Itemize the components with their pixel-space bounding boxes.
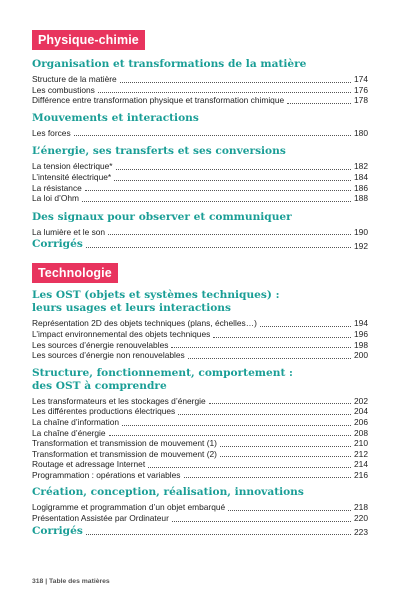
part-technologie [32,263,368,537]
toc-entry[interactable] [32,428,368,439]
corriges-entry[interactable] [32,238,368,251]
entry-title: Programmation : opérations et variables [32,469,181,480]
entry-page: 176 [354,84,368,95]
leader-dots [116,168,351,170]
entry-page: 194 [354,318,368,329]
entry-title: La chaîne d’information [32,416,120,427]
section-title-line-1: Les OST (objets et systèmes techniques) : [32,289,280,302]
leader-dots [108,233,351,235]
toc-entry[interactable] [32,128,368,139]
leader-dots [228,509,351,511]
toc-entry[interactable] [32,470,368,481]
entry-title: Les sources d’énergie renouvelables [32,339,169,350]
page-footer: 318 | Table des matières [32,578,110,585]
leader-dots [120,81,351,83]
toc-entry[interactable] [32,85,368,96]
section-title: Organisation et transformations de la matière [32,58,307,70]
entry-page: 198 [354,339,368,350]
entry-title: L’impact environnemental des objets techniques [32,328,211,339]
part-badge: Physique-chimie [32,30,145,50]
section-title: L’énergie, ses transferts et ses conversions [32,145,286,158]
entry-page: 188 [354,193,368,204]
entry-title: L’intensité électrique* [32,171,112,182]
entry-title: Transformation et transmission de mouvement (1) [32,438,217,449]
entry-title: Routage et adressage Internet [32,459,146,470]
leader-dots [260,325,351,327]
entry-page: 208 [354,427,368,438]
section-title: Création, conception, réalisation, innovations [32,486,304,499]
entry-title: La chaîne d’énergie [32,427,106,438]
entry-title: La résistance [32,182,82,193]
leader-dots [86,533,351,535]
entry-page: 196 [354,328,368,339]
toc-entry[interactable] [32,329,368,340]
leader-dots [172,520,351,522]
toc-section [32,112,368,139]
section-title: Mouvements et interactions [32,111,199,124]
leader-dots [178,413,351,415]
toc-entry[interactable] [32,438,368,449]
entry-title: Les transformateurs et les stockages d’énergie [32,395,206,406]
toc-entry[interactable] [32,502,368,513]
entry-title: Différence entre transformation physique et transformation chimique [32,95,285,106]
toc-entry[interactable] [32,459,368,470]
corriges-entry[interactable] [32,525,368,538]
corriges-page: 192 [354,240,368,251]
toc-entry[interactable] [32,172,368,183]
entry-page: 180 [354,127,368,138]
toc-entry[interactable] [32,95,368,106]
entry-page: 184 [354,171,368,182]
entry-page: 204 [354,406,368,417]
leader-dots [86,246,351,248]
entry-title: Les forces [32,127,71,138]
entry-title: Logigramme et programmation d’un objet embarqué [32,502,226,513]
leader-dots [220,455,351,457]
toc-section [32,289,368,360]
entry-page: 182 [354,161,368,172]
section-title-line-1: Structure, fonctionnement, comportement : [32,366,293,379]
leader-dots [74,134,351,136]
toc-entry[interactable] [32,449,368,460]
entry-title: La tension électrique* [32,161,113,172]
entry-page: 178 [354,95,368,106]
entry-page: 206 [354,416,368,427]
entry-page: 210 [354,438,368,449]
leader-dots [98,91,351,93]
leader-dots [213,336,351,338]
entry-page: 202 [354,395,368,406]
leader-dots [171,346,351,348]
toc-entry[interactable] [32,396,368,407]
toc-section [32,211,368,238]
entry-title: La loi d’Ohm [32,193,80,204]
toc-entry[interactable] [32,417,368,428]
entry-title: La lumière et le son [32,226,106,237]
part-badge: Technologie [32,263,118,283]
entry-page: 216 [354,469,368,480]
toc-entry[interactable] [32,74,368,85]
section-title: Des signaux pour observer et communiquer [32,210,292,223]
entry-title: Présentation Assistée par Ordinateur [32,513,169,524]
leader-dots [188,357,351,359]
toc-section [32,367,368,481]
leader-dots [220,445,351,447]
entry-page: 200 [354,350,368,361]
toc-entry[interactable] [32,161,368,172]
toc-section [32,58,368,106]
entry-page: 186 [354,182,368,193]
entry-title: Structure de la matière [32,74,117,84]
entry-page: 212 [354,448,368,459]
entry-title: Les sources d’énergie non renouvelables [32,350,185,361]
corriges-title: Corrigés [32,524,83,537]
toc-section [32,145,368,203]
toc-entry[interactable] [32,183,368,194]
corriges-page: 223 [354,527,368,538]
table-of-contents [32,30,368,538]
leader-dots [209,402,351,404]
leader-dots [114,179,351,181]
leader-dots [287,102,351,104]
entry-title: Les combustions [32,84,95,95]
toc-entry[interactable] [32,350,368,361]
leader-dots [109,434,351,436]
toc-entry[interactable] [32,406,368,417]
leader-dots [82,200,351,202]
section-title-line-2: des OST à comprendre [32,379,167,392]
entry-page: 174 [354,74,368,84]
toc-entry[interactable] [32,513,368,524]
leader-dots [122,424,351,426]
section-title-line-2: leurs usages et leurs interactions [32,302,231,315]
leader-dots [148,466,351,468]
entry-page: 220 [354,513,368,524]
toc-entry[interactable] [32,227,368,238]
entry-page: 218 [354,502,368,513]
toc-section [32,486,368,523]
leader-dots [85,189,351,191]
entry-title: Transformation et transmission de mouvement (2) [32,448,217,459]
corriges-title: Corrigés [32,238,83,251]
entry-page: 190 [354,226,368,237]
leader-dots [184,476,352,478]
toc-entry[interactable] [32,193,368,204]
entry-page: 214 [354,459,368,470]
toc-entry[interactable] [32,340,368,351]
entry-title: Les différentes productions électriques [32,406,176,417]
toc-entry[interactable] [32,318,368,329]
entry-title: Représentation 2D des objets techniques (plans, échelles…) [32,318,257,329]
part-physique-chimie [32,30,368,251]
